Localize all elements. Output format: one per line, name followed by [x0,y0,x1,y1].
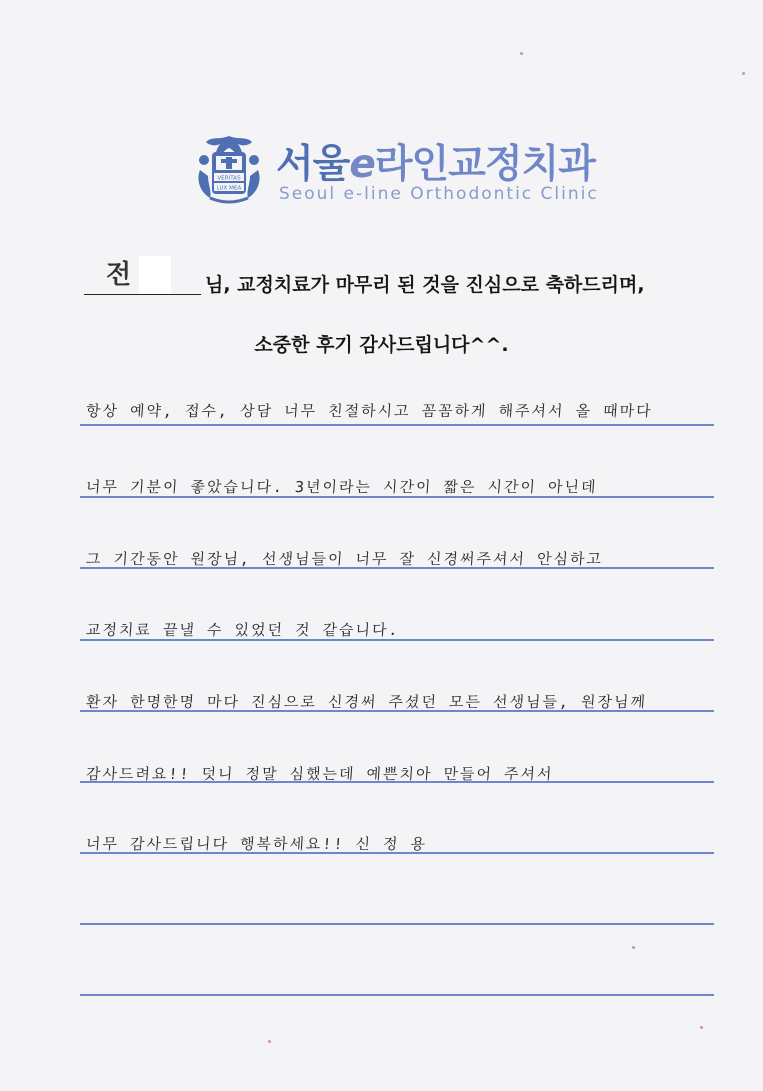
ruled-line-4 [80,639,714,641]
ruled-line-2 [80,496,714,498]
ruled-line-5 [80,710,714,712]
university-emblem-icon [190,130,268,208]
emblem-label-1: VERITAS [217,175,241,182]
emblem-label-2: LUX MEA [216,185,242,192]
handwritten-line-7: 너무 감사드립니다 행복하세요!! 신 정 용 [85,835,428,853]
clinic-name-korean [276,133,595,189]
ruled-line-7 [80,852,714,854]
ruled-line-9 [80,994,714,996]
handwritten-line-4: 교정치료 끝낼 수 있었던 것 같습니다. [85,621,401,639]
paper-speck [742,72,745,75]
handwritten-line-5: 환자 한명한명 마다 진심으로 신경써 주셨던 모든 선생님들, 원장님께 [85,693,648,711]
thanks-line: 소중한 후기 감사드립니다^^. [254,334,509,356]
paper-speck [268,1040,271,1043]
ruled-line-8 [80,923,714,925]
greeting-line [84,260,724,297]
handwritten-line-3: 그 기간동안 원장님, 선생님들이 너무 잘 신경써주셔서 안심하고 [85,550,604,568]
paper-speck [700,1026,703,1029]
handwritten-line-1: 항상 예약, 접수, 상담 너무 친절하시고 꼼꼼하게 해주셔서 올 때마다 [85,402,654,420]
clinic-name-part-a: 서울 [276,142,350,187]
ruled-line-3 [80,567,714,569]
clinic-name-e: e [349,142,375,187]
paper-speck [632,946,635,949]
ruled-line-6 [80,781,714,783]
handwritten-line-2: 너무 기분이 좋았습니다. 3년이라는 시간이 짧은 시간이 아닌데 [85,478,599,496]
patient-name-blank [84,260,201,295]
ruled-line-1 [80,424,714,426]
name-redaction-box [139,256,171,294]
patient-name-initial: 전 [106,260,132,290]
greeting-text: 님, 교정치료가 마무리 된 것을 진심으로 축하드리며, [205,274,645,296]
clinic-name-part-c: 교정치과 [448,142,595,187]
clinic-name-part-b: 라인 [374,142,449,187]
paper-speck [520,52,523,55]
handwritten-line-6: 감사드려요!! 덧니 정말 심했는데 예쁜치아 만들어 주셔서 [85,765,555,783]
clinic-name-english: Seoul e-line Orthodontic Clinic [279,184,599,204]
